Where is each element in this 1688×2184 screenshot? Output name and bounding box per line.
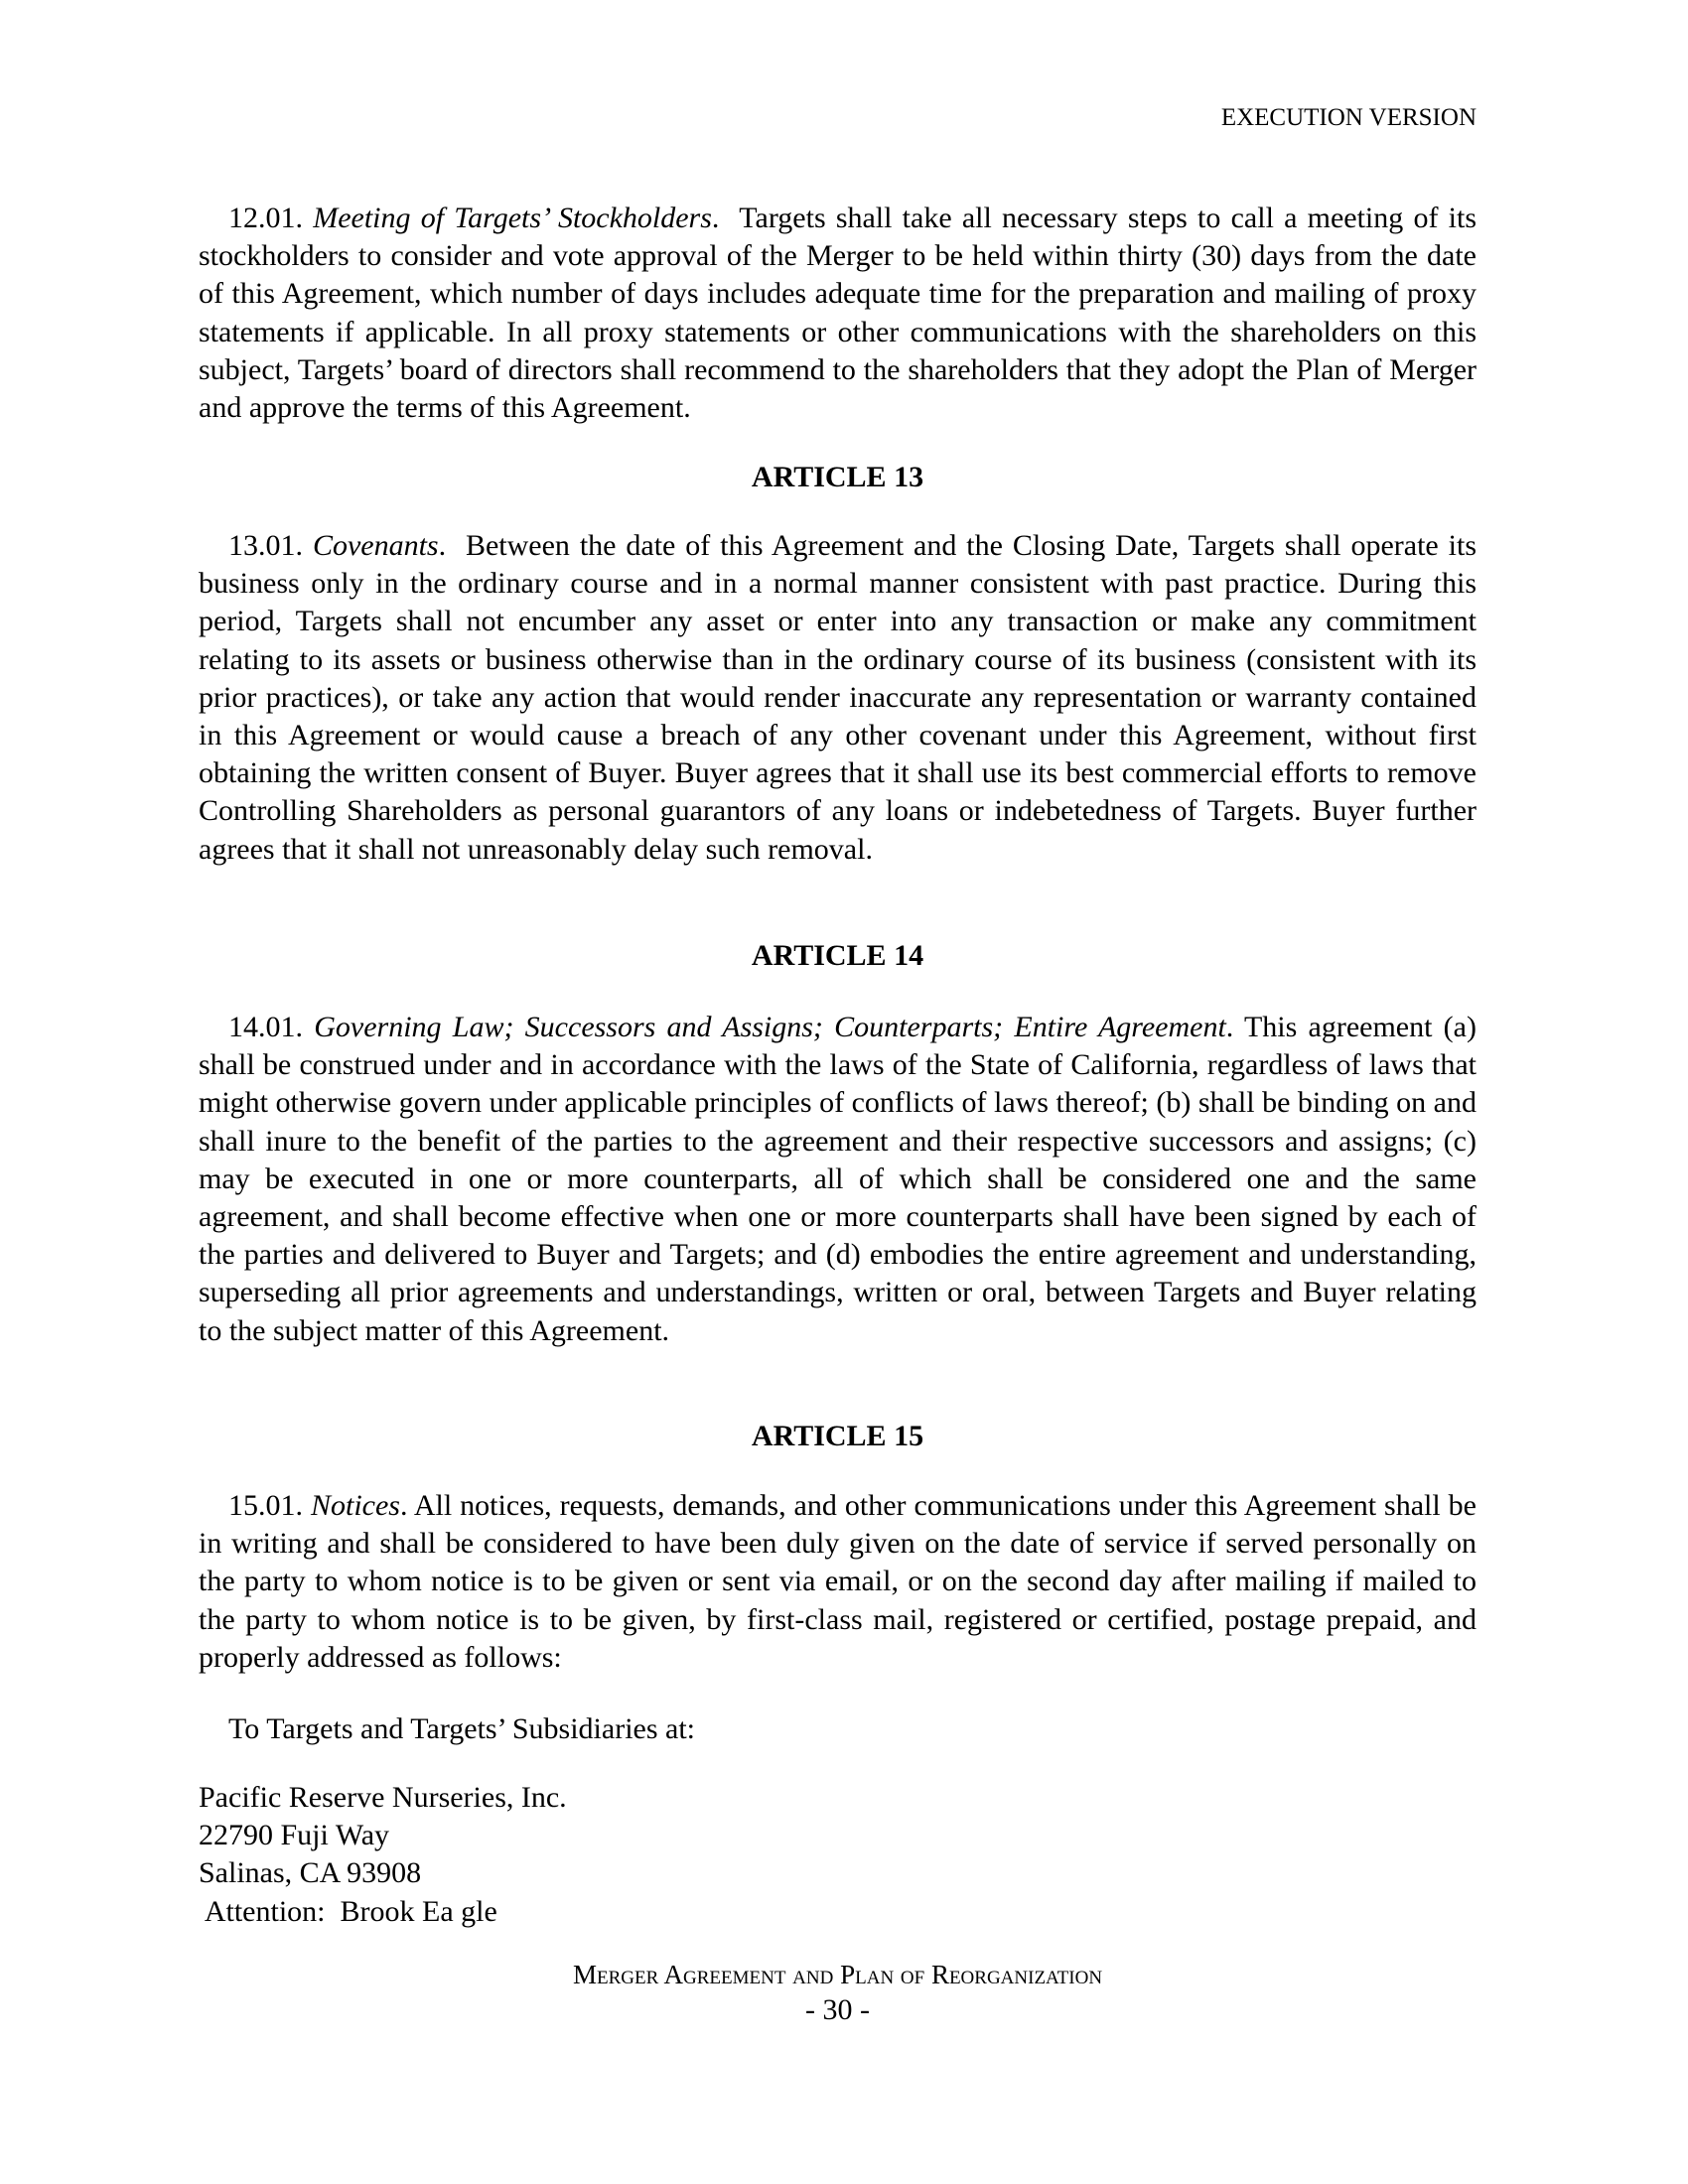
notice-intro: To Targets and Targets’ Subsidiaries at:: [228, 1712, 696, 1745]
address-line: Pacific Reserve Nurseries, Inc.: [199, 1781, 567, 1814]
section-body: This agreement (a) shall be construed under and in accordance with the laws of the State of California, regardless of laws that might otherwise govern under applicable principles of conflicts of laws thereof; (b) shall be binding on and shall inure to the benefit of the parties to the agreement and their respective successors and assigns; (c) may be executed in one or more counterparts, all of which shall be considered one and the same agreement, and shall become effective when one or more counterparts shall have been signed by each of the parties and delivered to Buyer and Targets; and (d) embodies the entire agreement and understanding, superseding all prior agreements and understandings, written or oral, between Targets and Buyer relating to the subject matter of this Agreement.: [199, 1011, 1477, 1347]
notice-address: [199, 1779, 1477, 1931]
section-body: All notices, requests, demands, and other communications under this Agreement shall be in writing and shall be considered to have been duly given on the date of service if served personally on the party to whom notice is to be given or sent via email, or on the second day after mailing if mailed to the party to whom notice is to be given, by first-class mail, registered or certified, postage prepaid, and properly addressed as follows:: [199, 1489, 1477, 1674]
section-title: Governing Law; Successors and Assigns; Counterparts; Entire Agreement: [314, 1011, 1226, 1043]
page-number: - 30 -: [805, 1993, 870, 2026]
execution-version-label: EXECUTION VERSION: [1220, 104, 1477, 131]
section-body: Between the date of this Agreement and the Closing Date, Targets shall operate its business only in the ordinary course and in a normal manner consistent with past practice. During this period, Targets shall not encumber any asset or enter into any transaction or make any commitment relating to its assets or business otherwise than in the ordinary course of its business (consistent with its prior practices), or take any action that would render inaccurate any representation or warranty contained in this Agreement or would cause a breach of any other covenant under this Agreement, without first obtaining the written consent of Buyer. Buyer agrees that it shall use its best commercial efforts to remove Controlling Shareholders as personal guarantors of any loans or indebetedness of Targets. Buyer further agrees that it shall not unreasonably delay such removal.: [199, 529, 1477, 866]
section-number: 12.01.: [228, 202, 303, 234]
address-line: 22790 Fuji Way: [199, 1819, 390, 1852]
footer-title: Merger Agreement and Plan of Reorganization: [572, 1960, 1103, 1989]
address-line: Salinas, CA 93908: [199, 1856, 422, 1890]
address-line: Attention: Brook Ea gle: [199, 1894, 497, 1928]
section-number: 13.01.: [228, 529, 303, 562]
section-12-01: 12.01. Meeting of Targets’ Stockholders. Targets shall take all necessary steps to call a meeting of its stockholders to consider and vote approval of the Merger to be held within thirty (30) days from the date of this Agreement, which number of days includes adequate time for the preparation and mailing of proxy statements if applicable. In all proxy statements or other communications with the shareholders on this subject, Targets’ board of directors shall recommend to the shareholders that they adopt the Plan of Merger and approve the terms of this Agreement.: [199, 202, 1477, 425]
section-number: 15.01.: [228, 1489, 303, 1522]
section-14-01: 14.01. Governing Law; Successors and Assigns; Counterparts; Entire Agreement. This agreement (a) shall be construed under and in accordance with the laws of the State of California, regardless of laws that might otherwise govern under applicable principles of conflicts of laws thereof; (b) shall be binding on and shall inure to the benefit of the parties to the agreement and their respective successors and assigns; (c) may be executed in one or more counterparts, all of which shall be considered one and the same agreement, and shall become effective when one or more counterparts shall have been signed by each of the parties and delivered to Buyer and Targets; and (d) embodies the entire agreement and understanding, superseding all prior agreements and understandings, written or oral, between Targets and Buyer relating to the subject matter of this Agreement.: [199, 1011, 1477, 1347]
section-title: Covenants: [312, 529, 439, 562]
section-title: Meeting of Targets’ Stockholders: [313, 202, 712, 234]
section-body: Targets shall take all necessary steps to call a meeting of its stockholders to consider and vote approval of the Merger to be held within thirty (30) days from the date of this Agreement, which number of days includes adequate time for the preparation and mailing of proxy statements if applicable. In all proxy statements or other communications with the shareholders on this subject, Targets’ board of directors shall recommend to the shareholders that they adopt the Plan of Merger and approve the terms of this Agreement.: [199, 202, 1477, 425]
article-15-heading: ARTICLE 15: [751, 1420, 924, 1452]
section-number: 14.01.: [228, 1011, 303, 1043]
section-title: Notices: [311, 1489, 400, 1522]
article-14-heading: ARTICLE 14: [751, 939, 924, 972]
article-13-heading: ARTICLE 13: [751, 461, 924, 493]
section-15-01: 15.01. Notices. All notices, requests, demands, and other communications under this Agreement shall be in writing and shall be considered to have been duly given on the date of service if served personally on the party to whom notice is to be given or sent via email, or on the second day after mailing if mailed to the party to whom notice is to be given, by first-class mail, registered or certified, postage prepaid, and properly addressed as follows:: [199, 1489, 1477, 1674]
section-13-01: 13.01. Covenants. Between the date of this Agreement and the Closing Date, Targets shall operate its business only in the ordinary course and in a normal manner consistent with past practice. During this period, Targets shall not encumber any asset or enter into any transaction or make any commitment relating to its assets or business otherwise than in the ordinary course of its business (consistent with its prior practices), or take any action that would render inaccurate any representation or warranty contained in this Agreement or would cause a breach of any other covenant under this Agreement, without first obtaining the written consent of Buyer. Buyer agrees that it shall use its best commercial efforts to remove Controlling Shareholders as personal guarantors of any loans or indebetedness of Targets. Buyer further agrees that it shall not unreasonably delay such removal.: [199, 529, 1477, 866]
